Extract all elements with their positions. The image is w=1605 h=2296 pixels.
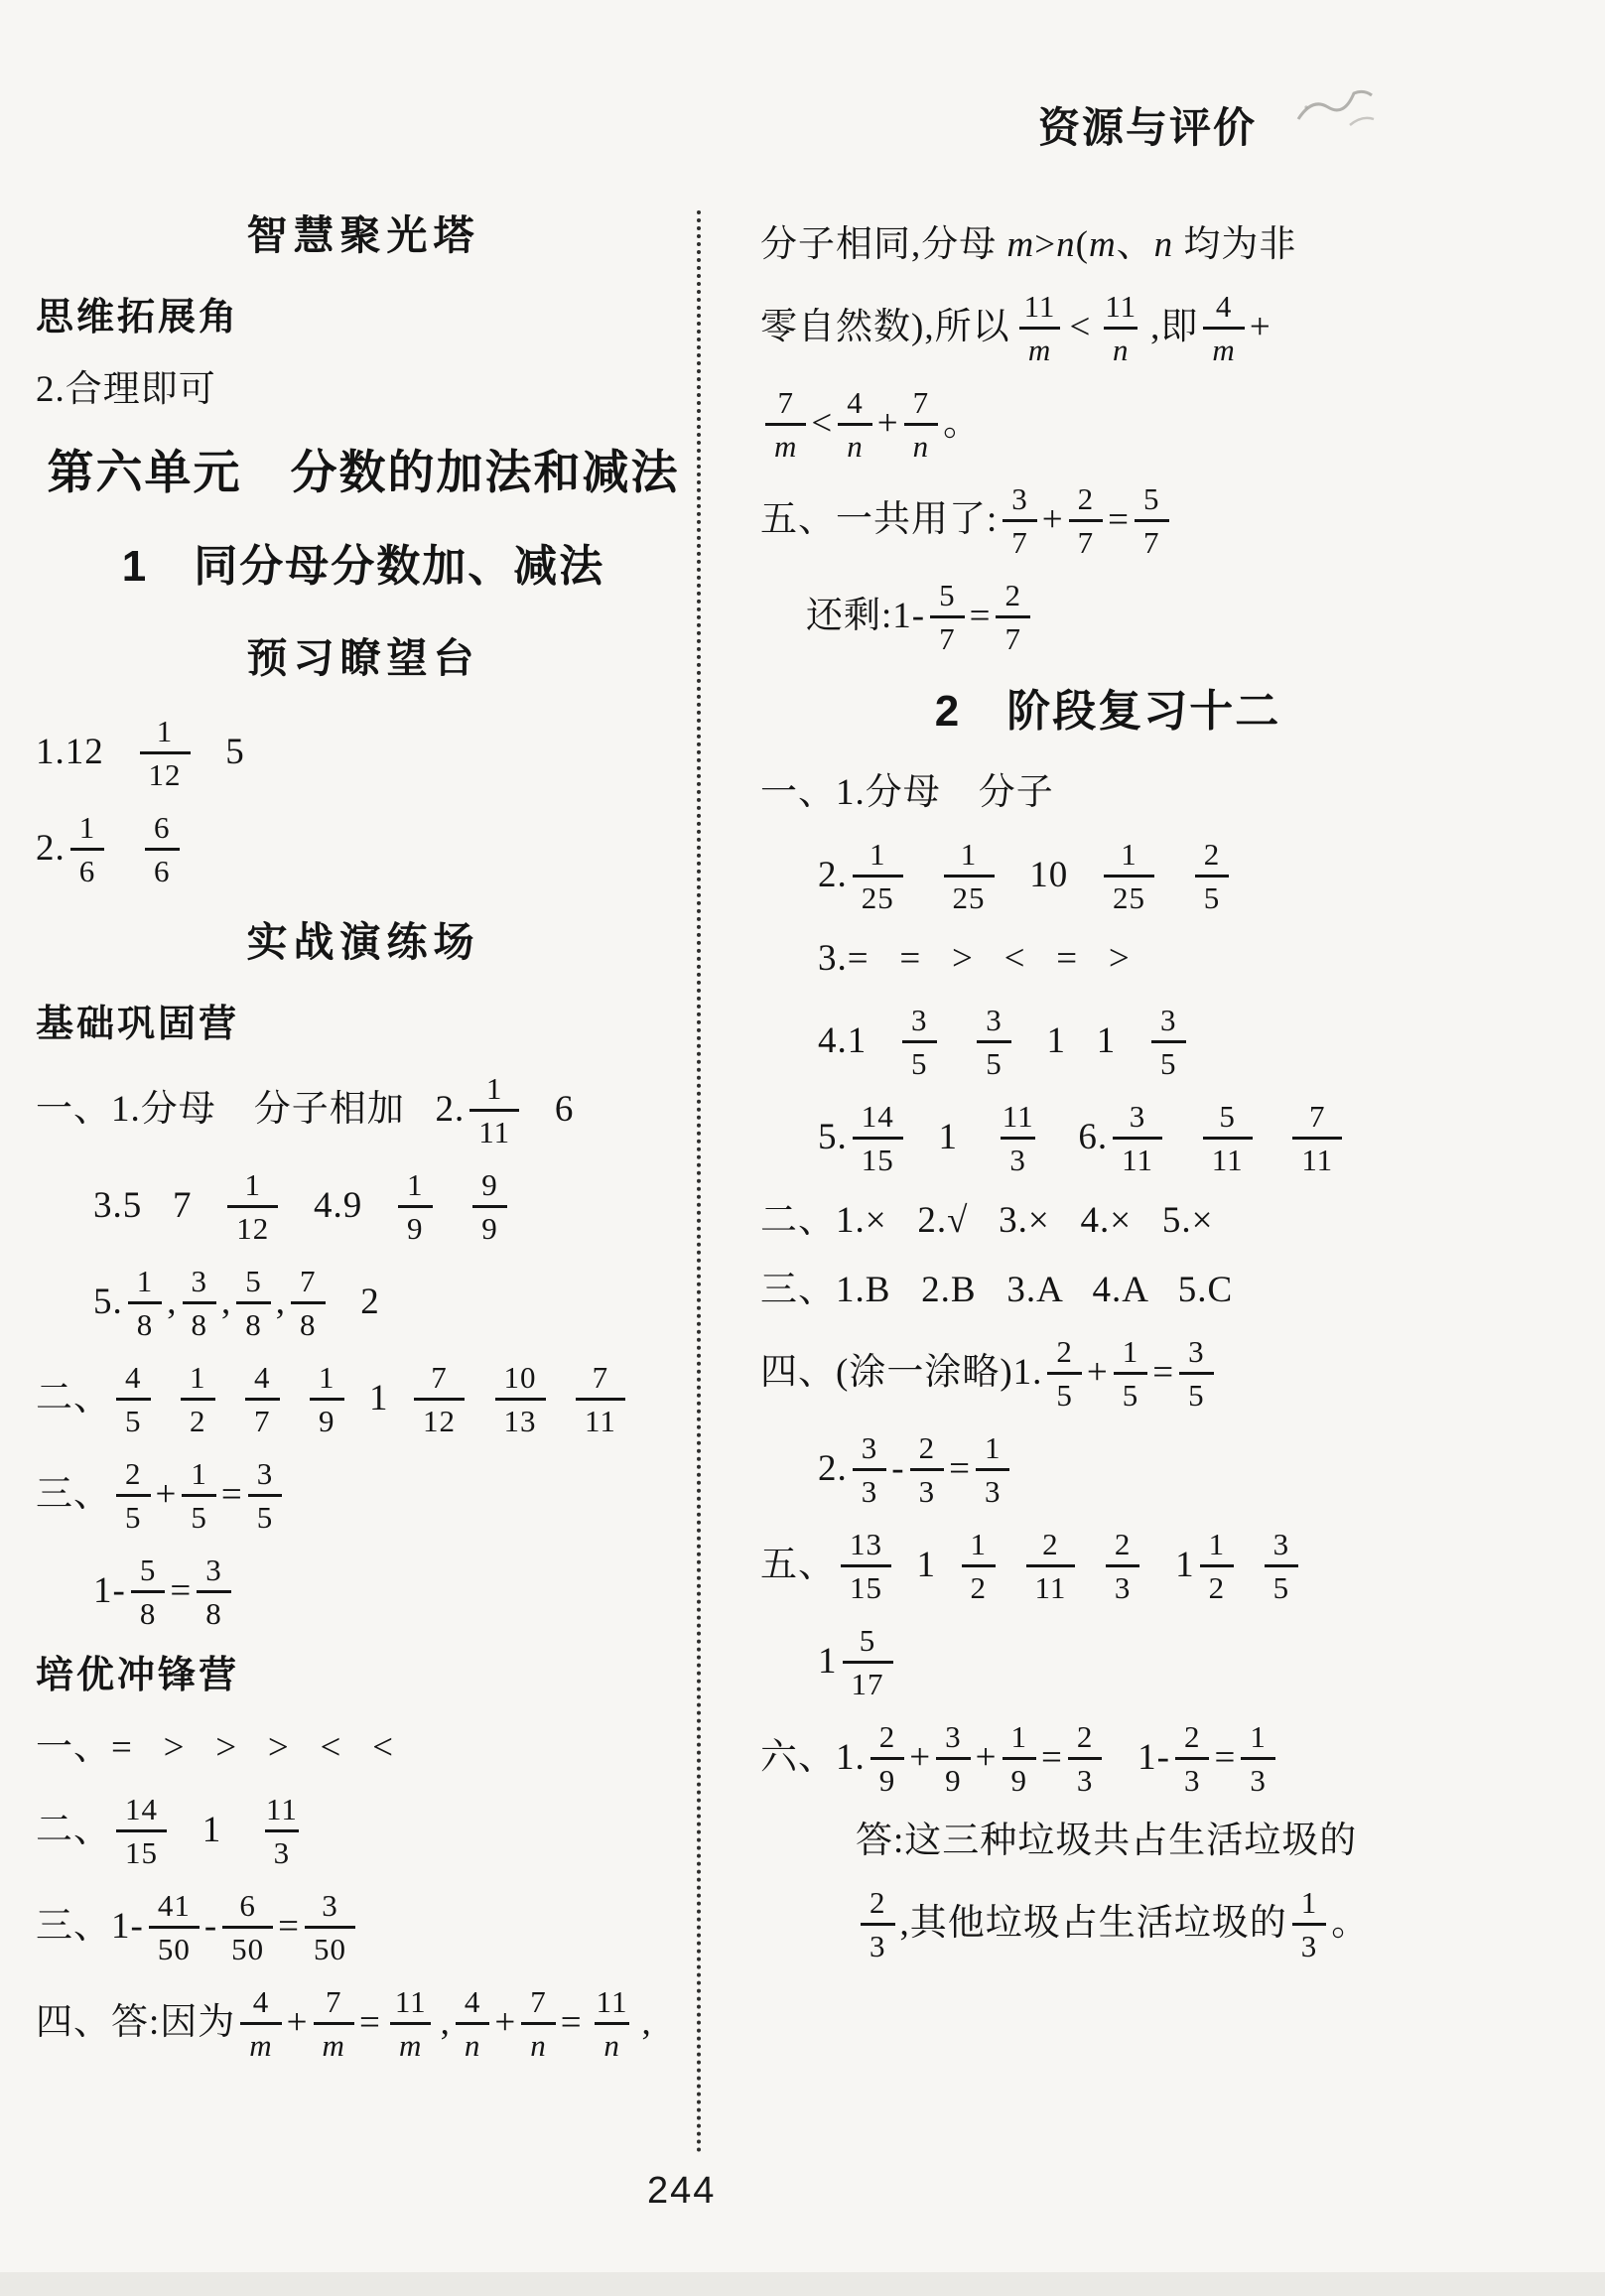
text-run: 2: [330, 1282, 380, 1323]
fraction: $\frac{7}{11}$: [576, 1360, 625, 1438]
text-run: 三、1.B 2.B 3.A 4.A 5.C: [760, 1269, 1234, 1310]
fraction: $\frac{11}{3}$: [1002, 1099, 1034, 1177]
fraction: $\frac{2}{7}$: [1069, 481, 1104, 560]
text-run: [551, 1378, 572, 1420]
text-run: +: [494, 2002, 517, 2044]
text-run: 分子相同,分母 m>n(m、n 均为非: [760, 223, 1297, 265]
answer-line: [36, 1255, 691, 1351]
fraction: $\frac{1}{3}$: [976, 1430, 1010, 1509]
text-run: =: [1152, 1352, 1175, 1394]
fraction: $\frac{1}{2}$: [1200, 1527, 1235, 1605]
text-run: <: [811, 403, 834, 445]
fraction: $\frac{14}{15}$: [116, 1792, 167, 1870]
fraction: $\frac{3}{5}$: [1265, 1527, 1299, 1605]
fraction: $\frac{4}{n}$: [838, 385, 872, 464]
fraction: $\frac{11}{m}$: [1015, 289, 1065, 367]
text-run: 1.12: [36, 732, 135, 773]
text-run: 1: [172, 1810, 252, 1851]
text-run: 1-: [1107, 1737, 1170, 1779]
text-run: 6: [524, 1089, 575, 1131]
fraction: $\frac{1}{3}$: [1292, 1885, 1327, 1963]
fraction: $\frac{2}{3}$: [1175, 1719, 1210, 1798]
fraction: $\frac{13}{15}$: [841, 1527, 891, 1605]
fraction: $\frac{1}{12}$: [227, 1167, 278, 1246]
fraction: $\frac{3}{9}$: [936, 1719, 971, 1798]
text-run: =: [1214, 1737, 1237, 1779]
text-run: 5.: [93, 1282, 123, 1323]
fraction: $\frac{2}{3}$: [910, 1430, 945, 1509]
fraction: $\frac{3}{3}$: [853, 1430, 887, 1509]
fraction: $\frac{1}{9}$: [1003, 1719, 1037, 1798]
fraction: $\frac{14}{15}$: [853, 1099, 903, 1177]
right-column: [760, 210, 1455, 1972]
text-run: 2 阶段复习十二: [934, 686, 1281, 736]
fraction: $\frac{3}{11}$: [1113, 1099, 1162, 1177]
answer-line: [36, 1975, 691, 2072]
fraction: $\frac{1}{3}$: [1241, 1719, 1275, 1798]
heading-line: [36, 191, 691, 282]
fraction: $\frac{1}{25}$: [944, 837, 995, 915]
text-run: ,其他垃圾占生活垃圾的: [899, 1903, 1287, 1945]
answer-line: [36, 1447, 691, 1544]
text-run: +: [909, 1737, 932, 1779]
text-run: 六、1.: [760, 1737, 866, 1779]
text-run: =: [220, 1474, 243, 1516]
text-run: ,: [275, 1282, 286, 1323]
text-run: 五、一共用了:: [760, 499, 999, 541]
heading-line: [36, 282, 691, 355]
fraction: $\frac{2}{3}$: [1068, 1719, 1103, 1798]
text-run: [1239, 1545, 1260, 1587]
answer-line: [760, 1710, 1455, 1807]
text-run: 1 1: [1015, 1020, 1146, 1062]
left-column: [36, 191, 691, 2072]
text-run: [220, 1378, 241, 1420]
text-run: 二、1.× 2.√ 3.× 4.× 5.×: [760, 1199, 1214, 1241]
text-run: [285, 1378, 306, 1420]
text-run: ,: [167, 1282, 178, 1323]
text-run: 零自然数),所以: [760, 307, 1010, 348]
answer-line: [760, 1186, 1455, 1256]
fraction: $\frac{6}{50}$: [222, 1888, 273, 1966]
answer-line: [760, 569, 1455, 665]
answer-line: [760, 1421, 1455, 1518]
text-run: -: [203, 1906, 218, 1948]
text-run: 第六单元 分数的加法和减法: [47, 445, 680, 498]
fraction: $\frac{3}{8}$: [197, 1553, 231, 1631]
fraction: $\frac{9}{9}$: [472, 1167, 507, 1246]
answer-line: [760, 828, 1455, 924]
text-run: 三、: [36, 1474, 111, 1516]
pencil-scribble-mark: [1290, 77, 1400, 147]
text-run: 1: [818, 1641, 838, 1683]
text-run: 实战演练场: [246, 919, 480, 966]
text-run: =: [278, 1906, 301, 1948]
text-run: -: [891, 1448, 905, 1490]
answer-line: [760, 376, 1455, 473]
text-run: <: [1069, 307, 1092, 348]
text-run: 2.合理即可: [36, 368, 216, 410]
text-run: 1-: [93, 1570, 126, 1612]
text-run: 4.9: [283, 1185, 393, 1227]
text-run: =: [969, 596, 992, 637]
fraction: $\frac{1}{2}$: [181, 1360, 215, 1438]
text-run: [942, 1020, 973, 1063]
heading-line: [36, 989, 691, 1062]
column-divider: [697, 210, 701, 2154]
fraction: $\frac{6}{6}$: [145, 810, 180, 888]
text-run: +: [155, 1474, 178, 1516]
answer-line: [760, 1090, 1455, 1186]
fraction: $\frac{11}{n}$: [596, 1984, 628, 2063]
page-number: 244: [647, 2170, 717, 2212]
answer-line: [760, 1325, 1455, 1421]
text-run: 思维拓展角: [36, 297, 240, 339]
fraction: $\frac{1}{12}$: [140, 714, 191, 792]
text-run: =: [358, 2002, 381, 2044]
text-run: 四、答:因为: [36, 2002, 236, 2044]
text-run: 答:这三种垃圾共占生活垃圾的: [856, 1820, 1358, 1861]
fraction: $\frac{7}{n}$: [521, 1984, 556, 2063]
answer-line: [36, 355, 691, 425]
text-run: 1: [896, 1545, 957, 1586]
text-run: +: [975, 1737, 998, 1779]
fraction: $\frac{1}{11}$: [469, 1071, 519, 1149]
fraction: $\frac{41}{50}$: [149, 1888, 200, 1966]
fraction: $\frac{3}{5}$: [1179, 1334, 1214, 1413]
fraction: $\frac{1}{5}$: [1114, 1334, 1148, 1413]
fraction: $\frac{2}{9}$: [870, 1719, 905, 1798]
fraction: $\frac{3}{50}$: [305, 1888, 355, 1966]
fraction: $\frac{4}{m}$: [240, 1984, 281, 2063]
text-run: [908, 855, 939, 897]
heading-line: [760, 665, 1455, 758]
text-run: +: [286, 2002, 309, 2044]
answer-line: [760, 473, 1455, 569]
heading-line: [36, 425, 691, 520]
text-run: [1167, 1117, 1198, 1159]
fraction: $\frac{2}{5}$: [1047, 1334, 1082, 1413]
fraction: $\frac{5}{7}$: [1135, 481, 1169, 560]
text-run: ,即: [1150, 307, 1199, 348]
text-run: 5: [195, 732, 245, 773]
fraction: $\frac{1}{5}$: [182, 1456, 216, 1535]
text-run: 10: [999, 855, 1099, 896]
text-run: ,: [221, 1282, 232, 1323]
answer-line: [36, 1351, 691, 1447]
text-run: =: [1041, 1737, 1063, 1779]
text-run: [438, 1185, 468, 1228]
text-run: ,: [440, 2002, 451, 2044]
fraction: $\frac{1}{6}$: [70, 810, 105, 888]
fraction: $\frac{1}{25}$: [1104, 837, 1154, 915]
text-run: 1: [1144, 1545, 1195, 1586]
text-run: [1001, 1545, 1021, 1587]
answer-line: [36, 1783, 691, 1879]
text-run: 还剩:1-: [806, 596, 926, 637]
fraction: $\frac{2}{3}$: [1106, 1527, 1140, 1605]
text-run: 4.1: [818, 1020, 897, 1062]
fraction: $\frac{5}{8}$: [236, 1264, 271, 1342]
fraction: $\frac{4}{m}$: [1203, 289, 1244, 367]
text-run: 1: [907, 1117, 989, 1158]
fraction: $\frac{1}{9}$: [398, 1167, 433, 1246]
text-run: 1 同分母分数加、减法: [121, 541, 605, 591]
text-run: 3.= = > < = >: [818, 937, 1131, 979]
fraction: $\frac{5}{7}$: [930, 578, 965, 656]
fraction: $\frac{2}{5}$: [1195, 837, 1230, 915]
text-run: 基础巩固营: [36, 1004, 240, 1046]
fraction: $\frac{3}{5}$: [902, 1003, 937, 1081]
text-run: =: [560, 2002, 583, 2044]
page-bottom-edge: [0, 2272, 1605, 2296]
page-header-title: 资源与评价: [1038, 104, 1258, 151]
text-run: 培优冲锋营: [36, 1655, 240, 1697]
heading-line: [36, 1640, 691, 1713]
heading-line: [36, 613, 691, 705]
answer-line: [760, 1256, 1455, 1325]
fraction: $\frac{5}{17}$: [843, 1623, 893, 1701]
fraction: $\frac{7}{n}$: [904, 385, 939, 464]
text-run: [156, 1378, 177, 1420]
fraction: $\frac{5}{11}$: [1203, 1099, 1253, 1177]
fraction: $\frac{1}{9}$: [310, 1360, 344, 1438]
text-run: 一、= > > > < <: [36, 1726, 394, 1768]
answer-line: [36, 1544, 691, 1640]
fraction: $\frac{10}{13}$: [495, 1360, 546, 1438]
fraction: $\frac{11}{m}$: [386, 1984, 436, 2063]
fraction: $\frac{3}{8}$: [183, 1264, 217, 1342]
fraction: $\frac{4}{n}$: [456, 1984, 490, 2063]
text-run: 6.: [1047, 1117, 1109, 1158]
text-run: 二、: [36, 1378, 111, 1419]
heading-line: [36, 520, 691, 613]
text-run: 1: [348, 1378, 409, 1419]
text-run: 。: [1331, 1903, 1370, 1945]
answer-line: [36, 1713, 691, 1783]
fraction: $\frac{11}{3}$: [266, 1792, 298, 1870]
fraction: $\frac{3}{5}$: [1151, 1003, 1186, 1081]
text-run: +: [1041, 499, 1064, 541]
text-run: 智慧聚光塔: [246, 212, 480, 259]
fraction: $\frac{2}{7}$: [996, 578, 1030, 656]
text-run: +: [1249, 307, 1271, 348]
fraction: $\frac{11}{n}$: [1105, 289, 1137, 367]
heading-line: [36, 897, 691, 989]
fraction: $\frac{4}{5}$: [116, 1360, 151, 1438]
text-run: 3.5 7: [93, 1185, 223, 1227]
fraction: $\frac{7}{11}$: [1292, 1099, 1342, 1177]
answer-line: [760, 210, 1455, 280]
text-run: [1258, 1117, 1288, 1159]
answer-line: [760, 758, 1455, 828]
fraction: $\frac{2}{11}$: [1026, 1527, 1076, 1605]
text-run: 预习瞭望台: [246, 635, 480, 682]
fraction: $\frac{3}{7}$: [1003, 481, 1037, 560]
text-run: 三、1-: [36, 1906, 144, 1948]
text-run: =: [1108, 499, 1131, 541]
text-run: 。: [943, 403, 982, 445]
text-run: [109, 828, 140, 871]
fraction: $\frac{7}{12}$: [414, 1360, 465, 1438]
fraction: $\frac{7}{m}$: [314, 1984, 354, 2063]
fraction: $\frac{1}{25}$: [853, 837, 903, 915]
fraction: $\frac{1}{8}$: [128, 1264, 163, 1342]
text-run: +: [876, 403, 899, 445]
text-run: 2.: [36, 828, 66, 870]
answer-line: [36, 801, 691, 897]
fraction: $\frac{5}{8}$: [131, 1553, 166, 1631]
text-run: ,: [641, 2002, 652, 2044]
fraction: $\frac{2}{3}$: [861, 1885, 895, 1963]
fraction: $\frac{1}{2}$: [962, 1527, 997, 1605]
text-run: 一、1.分母 分子: [760, 771, 1054, 813]
answer-line: [760, 280, 1455, 376]
fraction: $\frac{3}{5}$: [248, 1456, 283, 1535]
text-run: [1080, 1545, 1101, 1587]
text-run: 五、: [760, 1545, 836, 1586]
text-run: 2.: [818, 1448, 848, 1490]
text-run: =: [170, 1570, 193, 1612]
text-run: [469, 1378, 490, 1420]
text-run: [1159, 855, 1190, 897]
text-run: 5.: [818, 1117, 848, 1158]
fraction: $\frac{7}{8}$: [291, 1264, 326, 1342]
answer-line: [36, 1062, 691, 1158]
answer-line: [760, 994, 1455, 1090]
fraction: $\frac{3}{5}$: [977, 1003, 1011, 1081]
text-run: 二、: [36, 1810, 111, 1851]
answer-line: [760, 1807, 1455, 1876]
text-run: +: [1086, 1352, 1109, 1394]
answer-line: [36, 1158, 691, 1255]
fraction: $\frac{7}{m}$: [765, 385, 806, 464]
fraction: $\frac{2}{5}$: [116, 1456, 151, 1535]
text-run: =: [949, 1448, 971, 1490]
text-run: 2.: [818, 855, 848, 896]
text-run: 四、(涂一涂略)1.: [760, 1352, 1043, 1394]
answer-line: [760, 1614, 1455, 1710]
answer-line: [760, 1518, 1455, 1614]
answer-line: [36, 1879, 691, 1975]
text-run: 一、1.分母 分子相加 2.: [36, 1089, 466, 1131]
answer-line: [760, 1876, 1455, 1972]
answer-line: [760, 924, 1455, 994]
answer-line: [36, 705, 691, 801]
fraction: $\frac{4}{7}$: [245, 1360, 280, 1438]
